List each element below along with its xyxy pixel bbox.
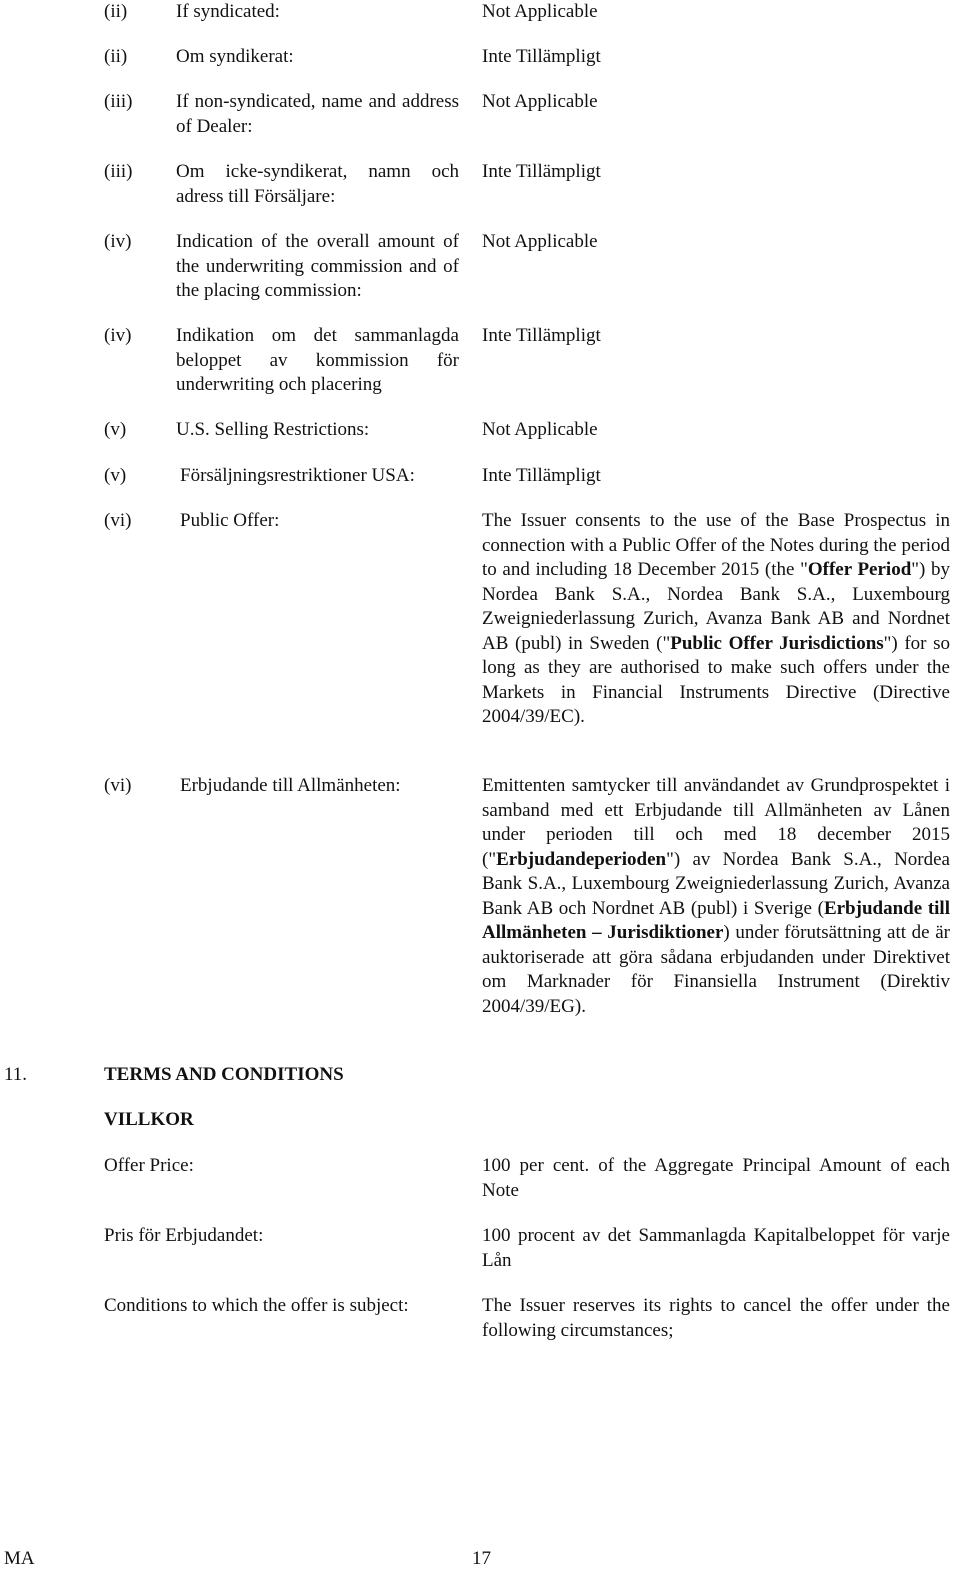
term-label: Conditions to which the offer is subject:	[104, 1295, 409, 1316]
item-value: Not Applicable	[482, 231, 598, 252]
value-text: The Issuer consents to the use of the Base Prospectus in connection with a Public Offer of the Notes during the period to and including 18 December 2015 (the "	[482, 510, 950, 580]
section-number: 11.	[4, 1064, 28, 1085]
term-value: 100 procent av det Sammanlagda Kapitalbeloppet för varje Lån	[482, 1225, 950, 1271]
item-value: Not Applicable	[482, 419, 598, 440]
footer-code: MA	[4, 1548, 35, 1569]
section-title: TERMS AND CONDITIONS	[104, 1064, 344, 1085]
item-value: Not Applicable	[482, 1, 598, 22]
item-number: (vi)	[104, 775, 132, 796]
item-label: U.S. Selling Restrictions:	[176, 419, 370, 440]
item-value-paragraph	[482, 509, 950, 730]
item-label: Om syndikerat:	[176, 46, 294, 67]
value-text: ) under förutsättning att de är auktoriserade att göra sådana erbjudanden under Direktivet om Marknader för Finansiella Instrument (Direktiv 2004/39/EG).	[482, 922, 951, 1017]
value-text: ") by Nordea Bank S.A., Nordea Bank S.A., Luxembourg Zweigniederlassung Zurich, Avanza Bank AB and Nordnet AB (publ) in Sweden ("	[482, 559, 950, 654]
value-text: ") for so long as they are authorised to make such offers under the Markets in Financial Instruments Directive (Directive 2004/39/EC).	[482, 632, 950, 727]
item-label: If non-syndicated, name and address of Dealer:	[176, 91, 459, 137]
item-label: Försäljningsrestriktioner USA:	[180, 465, 415, 486]
item-label: Om icke-syndikerat, namn och adress till Försäljare:	[176, 161, 459, 207]
item-number: (vi)	[104, 510, 132, 531]
item-label: Indication of the overall amount of the underwriting commission and of the placing commission:	[176, 231, 459, 301]
defined-term: Erbjudandeperioden	[496, 848, 667, 870]
item-value: Not Applicable	[482, 91, 598, 112]
item-label: If syndicated:	[176, 1, 280, 22]
value-text: ") av Nordea Bank S.A., Nordea Bank S.A., Luxembourg Zweigniederlassung Zurich, Avanza Bank AB och Nordnet AB (publ) i Sverige (	[482, 848, 950, 919]
item-value: Inte Tillämpligt	[482, 161, 601, 182]
defined-term: Offer Period	[807, 559, 912, 580]
item-label: Public Offer:	[180, 510, 280, 531]
item-value: Inte Tillämpligt	[482, 325, 601, 346]
defined-term: Public Offer Jurisdictions	[670, 632, 884, 654]
item-number: (iii)	[104, 161, 133, 182]
item-number: (ii)	[104, 1, 128, 22]
item-number: (ii)	[104, 46, 128, 67]
item-number: (v)	[104, 465, 127, 486]
item-value: Inte Tillämpligt	[482, 46, 601, 67]
item-label: Indikation om det sammanlagda beloppet av kommission för underwriting och placering	[176, 325, 459, 395]
term-label: Offer Price:	[104, 1155, 194, 1176]
item-value: Inte Tillämpligt	[482, 465, 601, 486]
item-label: Erbjudande till Allmänheten:	[180, 775, 401, 796]
item-number: (iii)	[104, 91, 133, 112]
term-label: Pris för Erbjudandet:	[104, 1225, 264, 1246]
item-number: (iv)	[104, 231, 132, 252]
term-value: 100 per cent. of the Aggregate Principal Amount of each Note	[482, 1155, 950, 1201]
term-value: The Issuer reserves its rights to cancel the offer under the following circumstances;	[482, 1295, 950, 1341]
item-value-paragraph	[482, 774, 950, 1019]
value-text: Emittenten samtycker till användandet av Grundprospektet i samband med ett Erbjudande till Allmänheten av Lånen under perioden till och med 18 december 2015 ("	[482, 775, 950, 870]
page-number: 17	[472, 1548, 491, 1569]
item-number: (iv)	[104, 325, 132, 346]
section-subtitle: VILLKOR	[104, 1109, 194, 1130]
item-number: (v)	[104, 419, 127, 440]
defined-term: Erbjudande till Allmänheten – Jurisdiktioner	[482, 897, 950, 943]
